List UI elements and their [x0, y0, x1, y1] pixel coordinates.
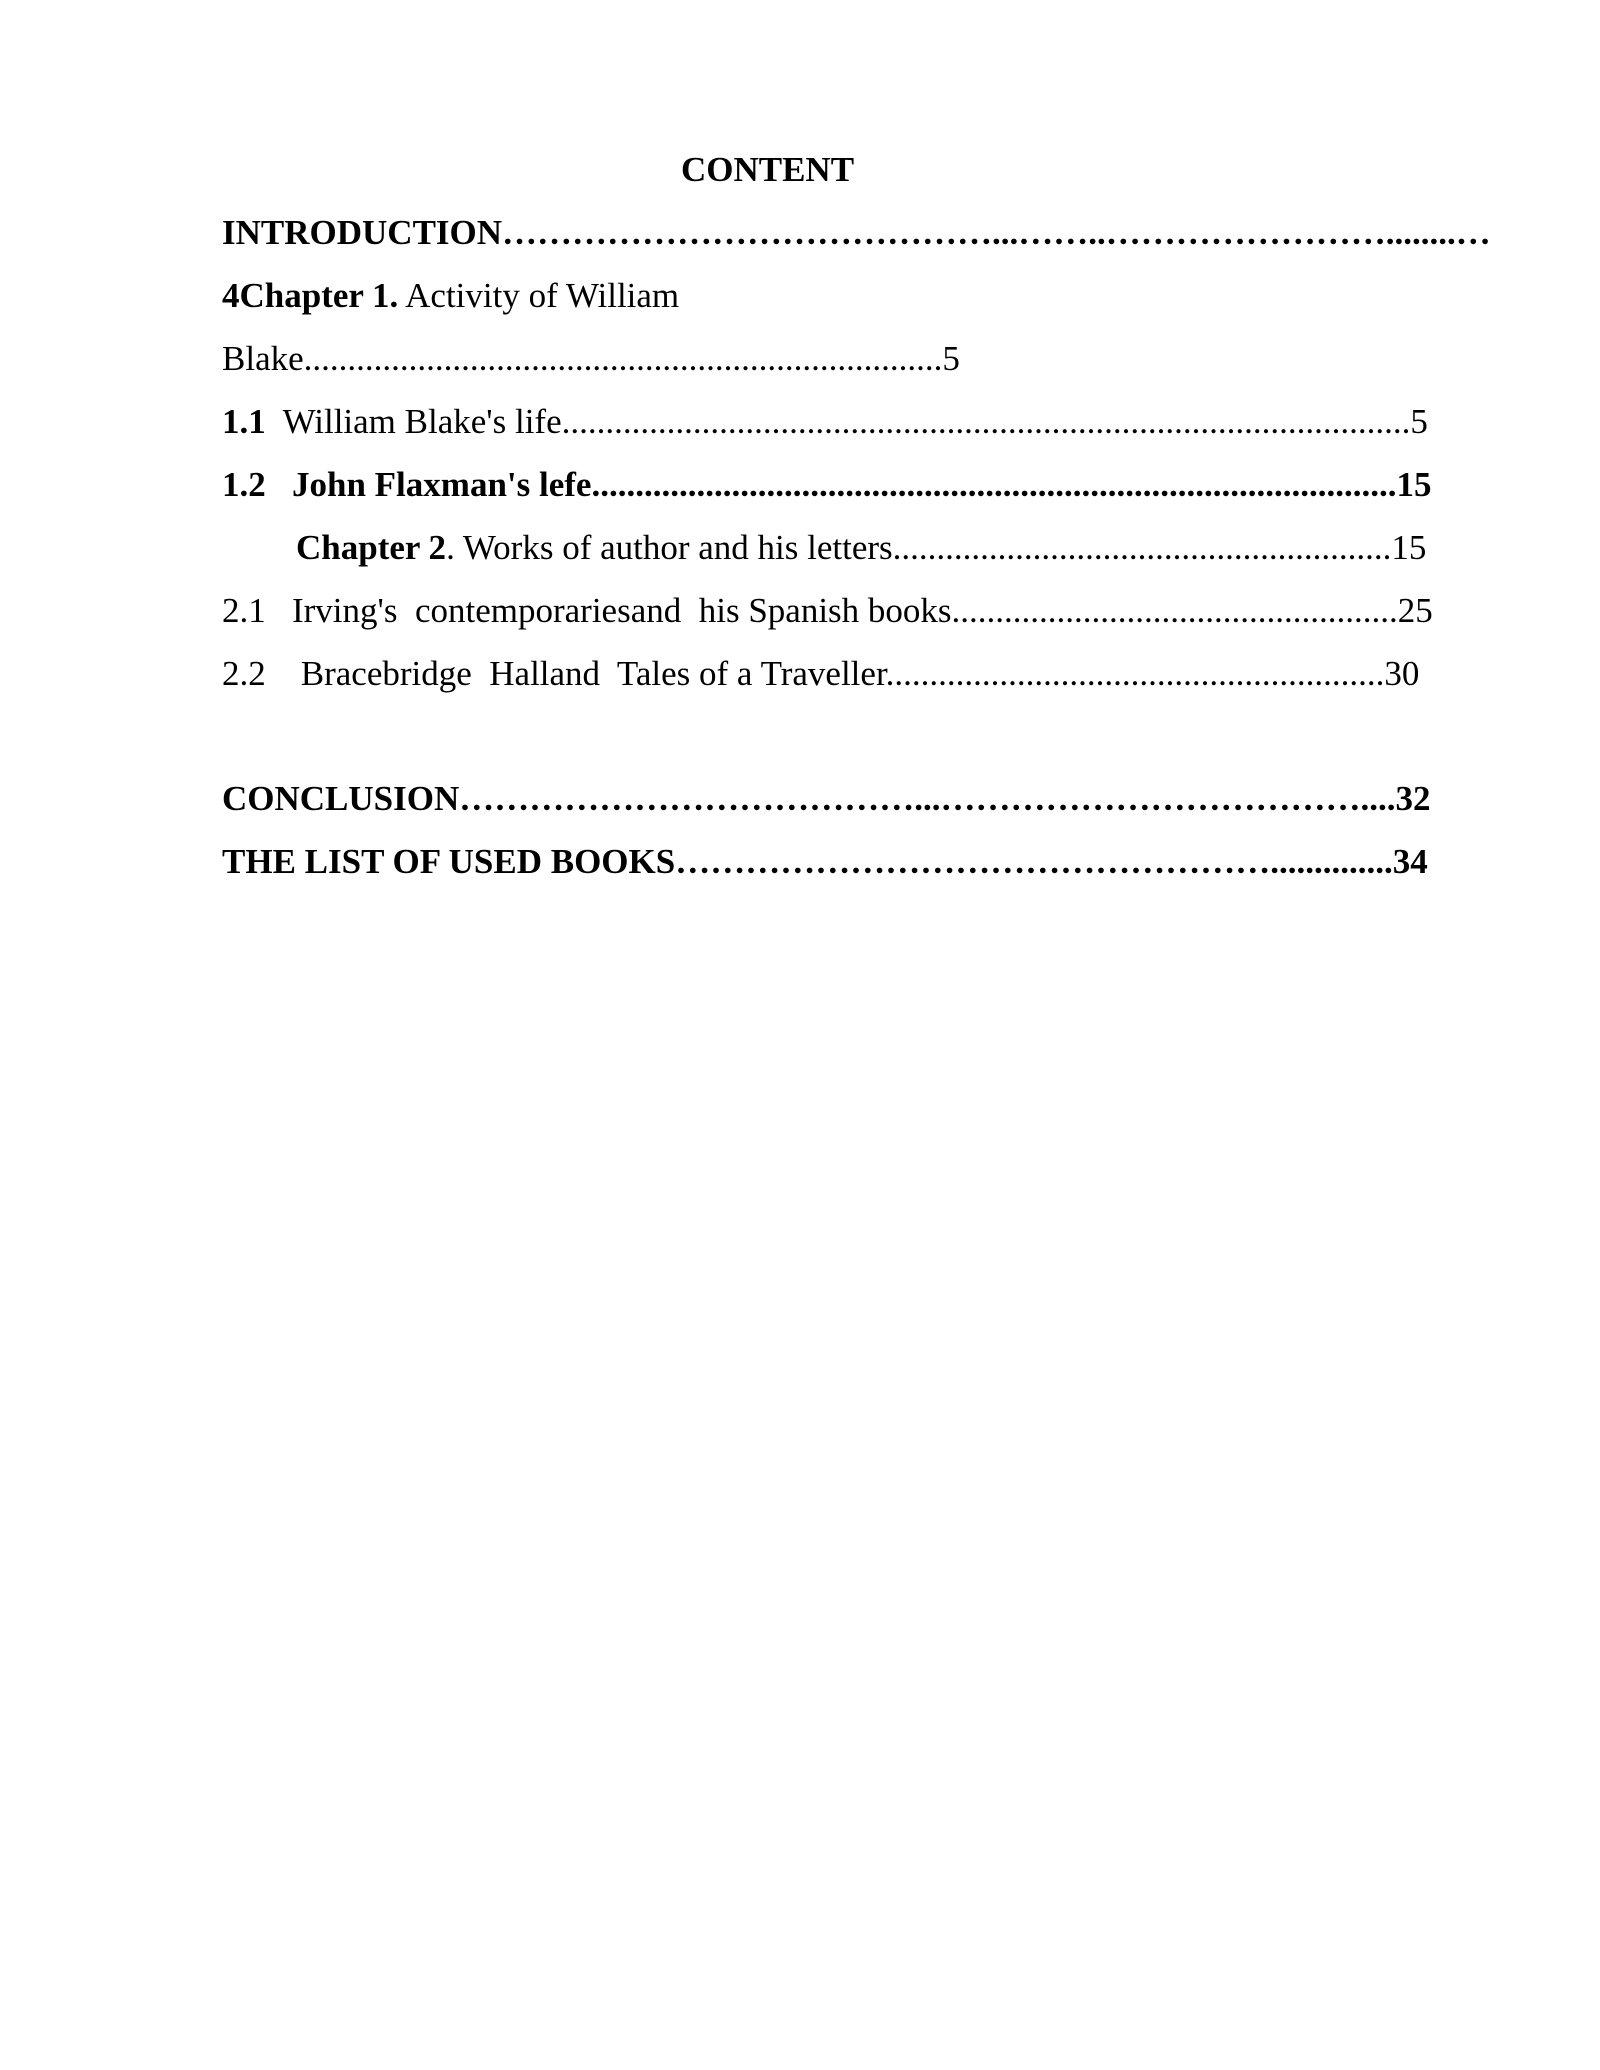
- toc-entry-2-1: 2.1 Irving's contemporariesand his Spanish books...................................................25: [222, 591, 1433, 630]
- page-title: CONTENT: [680, 150, 855, 189]
- toc-entry-1-2: 1.2 John Flaxman's lefe............................................................................................15: [222, 465, 1432, 504]
- toc-entry-chapter-2: [296, 528, 1426, 568]
- toc-entry-label: Activity of William: [398, 276, 680, 315]
- toc-entry-number: 1.1: [222, 402, 266, 441]
- toc-entry-1-1: [222, 402, 1428, 442]
- toc-entry-2-2: 2.2 Bracebridge Halland Tales of a Traveller.........................................................30: [222, 654, 1420, 693]
- toc-entry-label: . Works of author and his letters.........................................................15: [446, 528, 1427, 567]
- toc-entry-chapter-1-continued: Blake.........................................................................5: [222, 339, 960, 378]
- toc-entry-number: Chapter 2: [296, 528, 447, 567]
- toc-entry-chapter-1: [222, 276, 679, 316]
- toc-entry-label: William Blake's life.................................................................................................5: [265, 402, 1428, 441]
- toc-entry-introduction: INTRODUCTION……………………………………...……..……………………........…: [222, 213, 1491, 252]
- toc-entry-used-books: THE LIST OF USED BOOKS……………………………………………..............34: [222, 842, 1428, 881]
- toc-entry-number: 4Chapter 1.: [222, 276, 399, 315]
- toc-entry-conclusion: CONCLUSION…………………………………...………………………………....32: [222, 779, 1431, 818]
